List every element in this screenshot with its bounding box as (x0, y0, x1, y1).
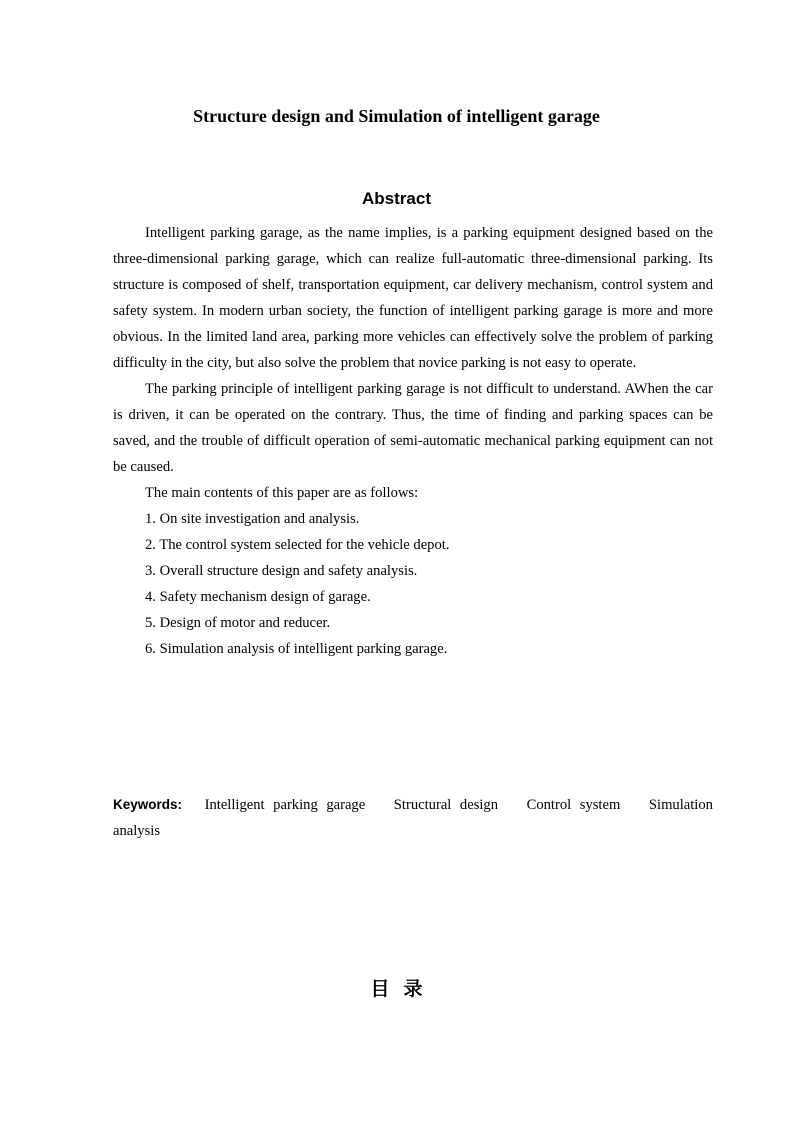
list-item: 2. The control system selected for the vehicle depot. (145, 537, 450, 553)
list-item: 1. On site investigation and analysis. (145, 511, 360, 527)
list-item: 4. Safety mechanism design of garage. (145, 589, 371, 605)
abstract-paragraph-2: The parking principle of intelligent parking garage is not difficult to understand. AWhen the car is driven, it can be operated on the contrary. Thus, the time of finding and parking spaces can be saved, and the trouble of difficult operation of semi-automatic mechanical parking equipment can not be caused. (113, 381, 713, 475)
keywords-label: Keywords: (113, 797, 183, 812)
abstract-paragraph-1: Intelligent parking garage, as the name implies, is a parking equipment designed based on the three-dimensional parking garage, which can realize full-automatic three-dimensional parking. Its structure is composed of shelf, transportation equipment, car delivery mechanism, control system and safety system. In modern urban society, the function of intelligent parking garage is more and more obvious. In the limited land area, parking more vehicles can effectively solve the problem of parking difficulty in the city, but also solve the problem that novice parking is not easy to operate. (113, 225, 713, 371)
toc-heading: 目录 (370, 978, 437, 1000)
list-item: 6. Simulation analysis of intelligent parking garage. (145, 641, 448, 657)
abstract-body (113, 220, 713, 662)
abstract-heading: Abstract (362, 189, 431, 208)
keyword: Simulation analysis (113, 797, 713, 839)
contents-list (113, 506, 713, 662)
list-item: 3. Overall structure design and safety analysis. (145, 563, 418, 579)
abstract-paragraph-3: The main contents of this paper are as follows: (145, 485, 419, 501)
list-item: 5. Design of motor and reducer. (145, 615, 331, 631)
keyword: Control system (526, 797, 621, 813)
keyword: Intelligent parking garage (204, 797, 366, 813)
keyword: Structural design (393, 797, 499, 813)
keywords-section (113, 792, 713, 844)
page-title: Structure design and Simulation of intelligent garage (193, 106, 600, 126)
